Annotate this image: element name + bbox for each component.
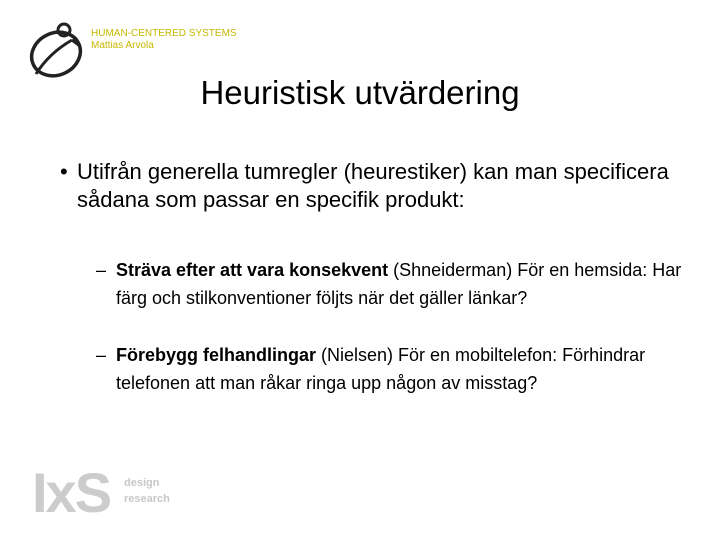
bullet-text: Utifrån generella tumregler (heurestiker) kan man specificera sådana som passar en specifik produkt:: [77, 159, 669, 212]
slide-title: Heuristisk utvärdering: [200, 74, 520, 111]
ixs-brand: IxS: [32, 462, 111, 517]
sub-bullet-bold: Förebygg felhandlingar: [116, 345, 317, 365]
bullet-mark: •: [60, 159, 68, 184]
sub-bullet-item: [96, 256, 686, 312]
dash-mark: –: [96, 260, 107, 280]
sub-bullet-bold: Sträva efter att vara konsekvent: [116, 260, 389, 280]
bullet-item: [60, 158, 680, 214]
author-name: Mattias Arvola: [91, 40, 154, 51]
sub-bullet-rest: (Shneiderman) För en hemsida: Har färg och stilkonventioner följts när det gäller länkar?: [116, 260, 682, 308]
ixs-line2: research: [124, 493, 170, 505]
ixs-line1: design: [124, 477, 160, 489]
sub-bullet-text: [96, 341, 686, 397]
dash-mark: –: [96, 345, 107, 365]
sub-bullet-rest: (Nielsen) För en mobiltelefon: Förhindrar telefonen att man råkar ringa upp någon av misstag?: [116, 345, 646, 393]
org-name: HUMAN-CENTERED SYSTEMS: [91, 28, 237, 39]
ixs-logo: [32, 462, 182, 517]
sub-bullet-item: [96, 341, 686, 397]
person-swirl-icon: [28, 18, 90, 80]
header-text: [91, 28, 237, 52]
sub-bullet-text: [96, 256, 686, 312]
